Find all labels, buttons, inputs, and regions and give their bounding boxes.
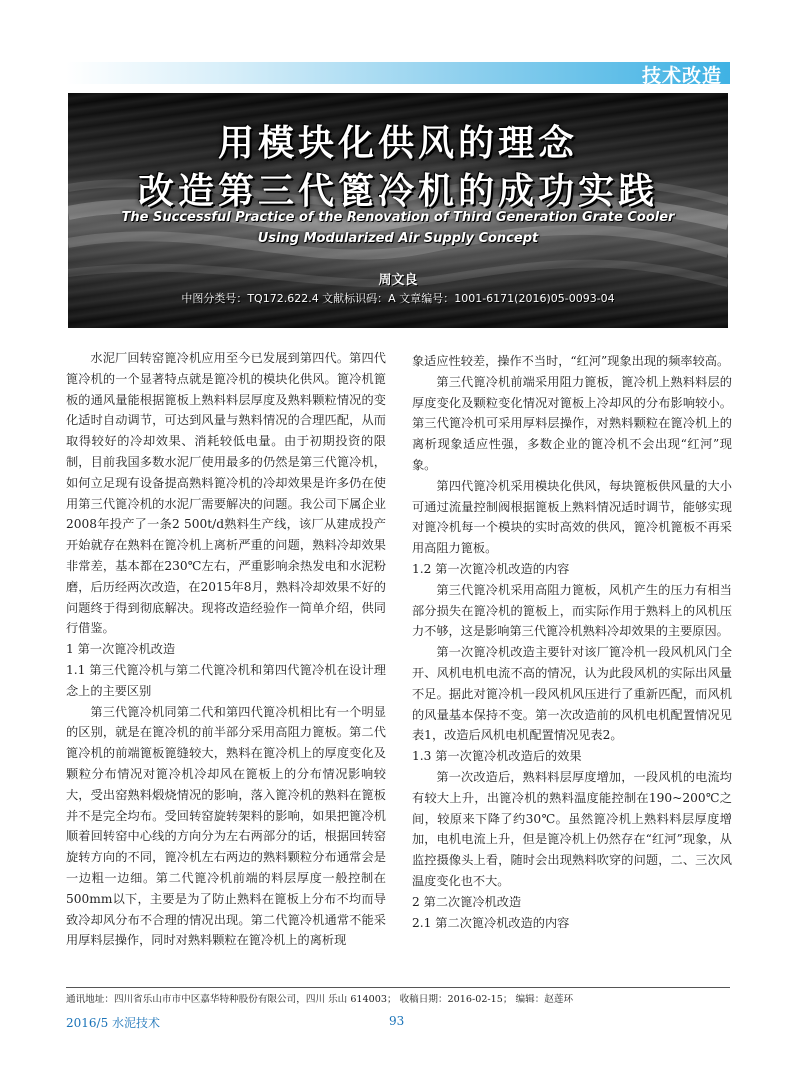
paragraph: 第一次篦冷机改造主要针对该厂篦冷机一段风机风门全开、风机电机电流不高的情况，认为此段风机的实际出风量不足。据此对篦冷机一段风机风压进行了重新匹配，而风机的风量基本保持不变。第一次改造前的风机电机配置情况见表1，改造后风机电机配置情况见表2。 [412, 645, 732, 743]
paragraph: 水泥厂回转窑篦冷机应用至今已发展到第四代。第四代篦冷机的一个显著特点就是篦冷机的模块化供风。篦冷机篦板的通风量能根据篦板上熟料料层厚度及熟料颗粒情况的变化适时自动调节，可达到风量与熟料情况的合理匹配，从而取得较好的冷却效果、消耗较低电量。由于初期投资的限制，目前我国多数水泥厂使用最多的仍然是第三代篦冷机，如何立足现有设备提高熟料篦冷机的冷却效果是许多仍在使用第三代篦冷机的水泥厂需要解决的问题。我公司下属企业2008年投产了一条2 500t/d熟料生产线，该厂从建成投产开始就存在熟料在篦冷机上离析严重的问题，熟料冷却效果非常差，基本都在230℃左右，严重影响余热发电和水泥粉磨，后历经两次改造，在2015年8月，熟料冷却效果不好的问题终于得到彻底解决。现将改造经验作一简单介绍，供同行借鉴。 [66, 351, 386, 636]
title-banner [68, 93, 728, 328]
english-title-line-1: The Successful Practice of the Renovation of Third Generation Grate Cooler [121, 210, 675, 225]
article-title-line-2: 改造第三代篦冷机的成功实践 [137, 171, 658, 212]
english-title-line-2: Using Modularized Air Supply Concept [257, 231, 539, 246]
body-column-right [412, 351, 732, 933]
paragraph: 第三代篦冷机采用高阻力篦板，风机产生的压力有相当部分损失在篦冷机的篦板上，而实际作用于熟料上的风机压力不够，这是影响第三代篦冷机熟料冷却效果的主要原因。 [412, 582, 732, 639]
body-column-left [66, 348, 386, 951]
article-title-line-1: 用模块化供风的理念 [217, 123, 578, 164]
paragraph: 第四代篦冷机采用模块化供风，每块篦板供风量的大小可通过流量控制阀根据篦板上熟料情况适时调节，能够实现对篦冷机每一个模块的实时高效的供风，篦冷机篦板不再采用高阻力篦板。 [412, 478, 732, 556]
journal-issue: 2016/5 水泥技术 [66, 1016, 161, 1030]
subsection-heading: 1.3 第一次篦冷机改造后的效果 [412, 749, 582, 764]
footnote-divider [66, 987, 730, 988]
subsection-heading: 1.2 第一次篦冷机改造的内容 [412, 561, 570, 576]
classification-meta: 中图分类号：TQ172.622.4 文献标识码：A 文章编号：1001-6171(2016)05-0093-04 [181, 292, 615, 305]
paragraph: 第三代篦冷机同第二代和第四代篦冷机相比有一个明显的区别，就是在篦冷机的前半部分采用高阻力篦板。第二代篦冷机的前端篦板篦缝较大，熟料在篦冷机上的厚度变化及颗粒分布情况对篦冷机冷却风在篦板上的分布情况影响较大，受出窑熟料煅烧情况的影响，落入篦冷机的熟料在篦板并不是完全均布。受回转窑旋转架料的影响，如果把篦冷机顺着回转窑中心线的方向分为左右两部分的话，根据回转窑旋转方向的不同，篦冷机左右两边的熟料颗粒分布通常会是一边粗一边细。第二代篦冷机前端的料层厚度一般控制在500mm以下，主要是为了防止熟料在篦板上分布不均而导致冷却风分布不合理的情况出现。第二代篦冷机通常不能采用厚料层操作，同时对熟料颗粒在篦冷机上的离析现 [66, 704, 386, 948]
page-number: 93 [389, 1014, 405, 1028]
paragraph: 第一次改造后，熟料料层厚度增加，一段风机的电流均有较大上升，出篦冷机的熟料温度能控制在190~200℃之间，较原来下降了约30℃。虽然篦冷机上熟料料层厚度增加，电机电流上升，但是篦冷机上仍然存在“红河”现象，从监控摄像头上看，随时会出现熟料吹穿的问题，二、三次风温度变化也不大。 [412, 769, 732, 888]
author-name: 周文良 [378, 273, 418, 288]
subsection-heading: 2.1 第二次篦冷机改造的内容 [412, 915, 570, 930]
column-tag: 技术改造 [641, 65, 722, 87]
section-header-bar [66, 62, 730, 87]
footnote: 通讯地址：四川省乐山市市中区嘉华特种股份有限公司，四川 乐山 614003； 收稿日期：2016-02-15； 编辑：赵莲环 [66, 994, 574, 1005]
subsection-heading: 1.1 第三代篦冷机与第二代篦冷机和第四代篦冷机在设计理念上的主要区别 [66, 662, 386, 698]
section-heading: 2 第二次篦冷机改造 [412, 894, 522, 909]
paragraph: 第三代篦冷机前端采用阻力篦板，篦冷机上熟料料层的厚度变化及颗粒变化情况对篦板上冷却风的分布影响较小。第三代篦冷机可采用厚料层操作，对熟料颗粒在篦冷机上的离析现象适应性强，多数企业的篦冷机不会出现“红河”现象。 [412, 374, 732, 472]
section-heading: 1 第一次篦冷机改造 [66, 642, 176, 657]
paragraph-continued: 象适应性较差，操作不当时，“红河”现象出现的频率较高。 [412, 354, 730, 368]
